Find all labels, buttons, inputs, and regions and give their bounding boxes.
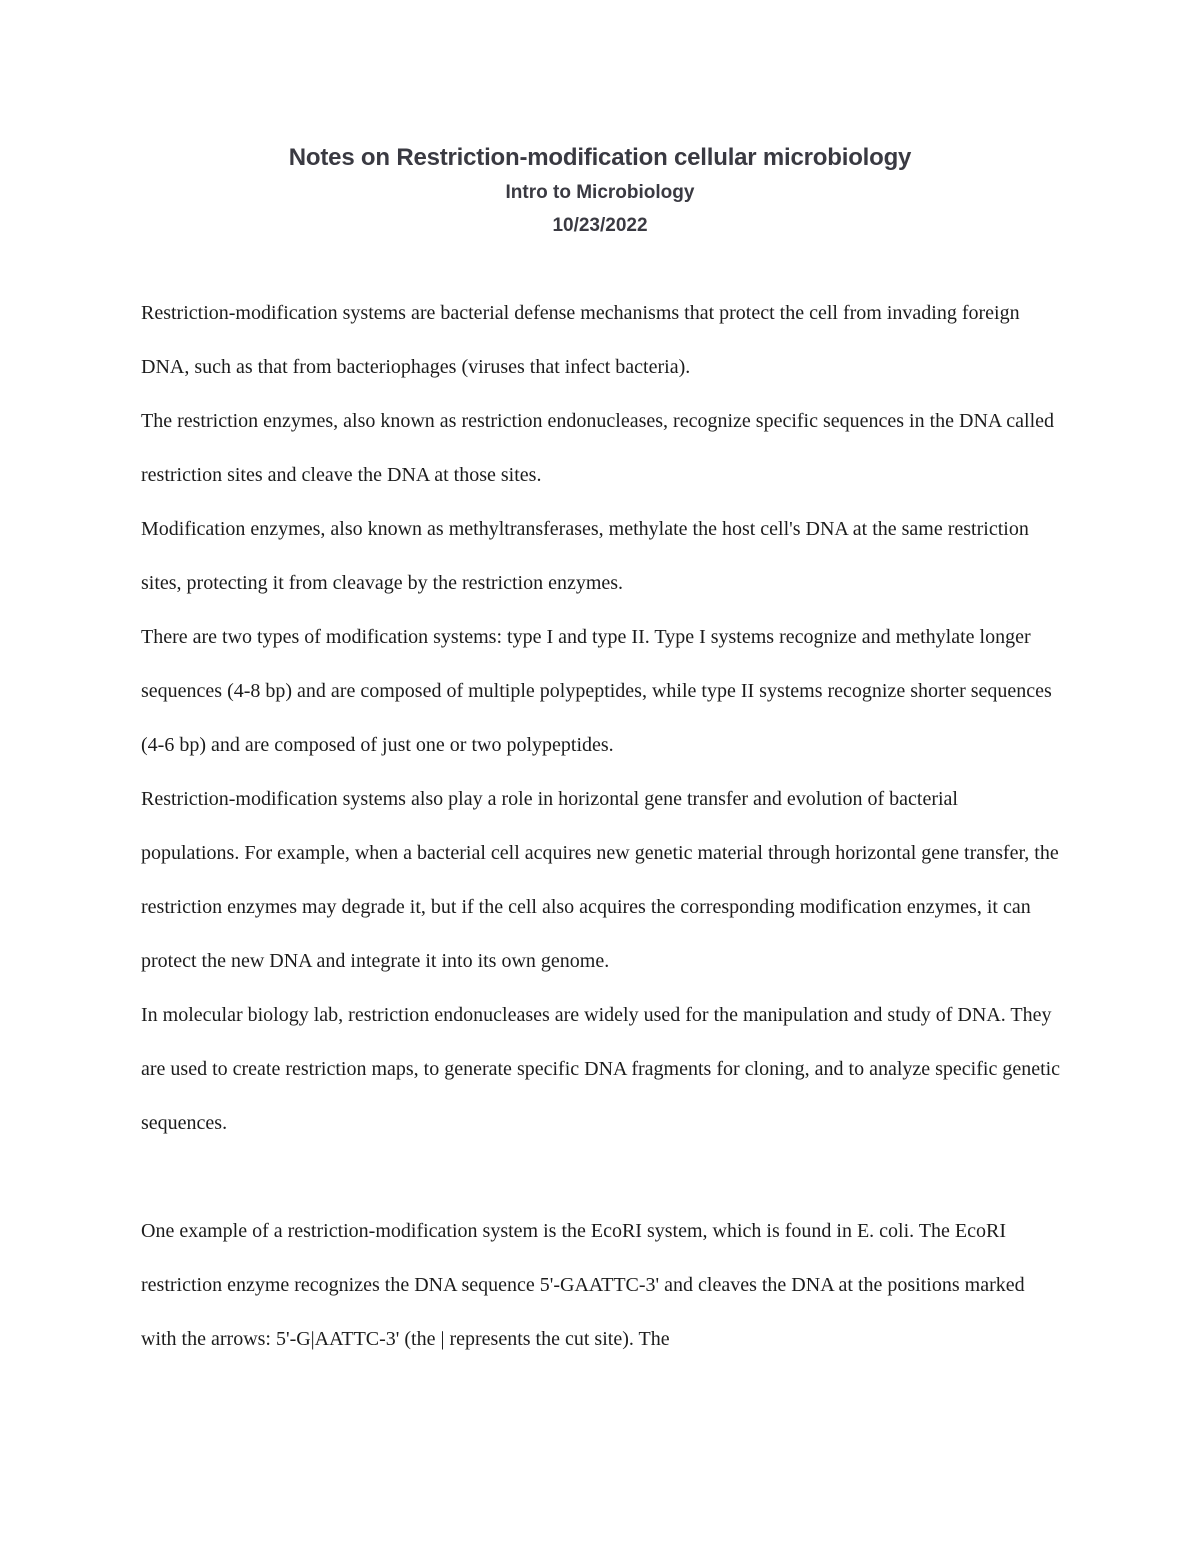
document-header xyxy=(0,140,1200,242)
paragraph-lab-uses: In molecular biology lab, restriction endonucleases are widely used for the manipulation and study of DNA. They are used to create restriction maps, to generate specific DNA fragments for cloning, and to analyze specific genetic sequences. xyxy=(141,1004,1061,1134)
paragraph-gene-transfer: Restriction-modification systems also play a role in horizontal gene transfer and evolution of bacterial populations. For example, when a bacterial cell acquires new genetic material through horizontal gene transfer, the restriction enzymes may degrade it, but if the cell also acquires the corresponding modification enzymes, it can protect the new DNA and integrate it into its own genome. xyxy=(141,788,1059,972)
document-title: Notes on Restriction-modification cellular microbiology xyxy=(288,144,912,171)
course-name: Intro to Microbiology xyxy=(505,182,695,203)
document-date: 10/23/2022 xyxy=(552,215,648,236)
paragraph-spacer xyxy=(141,1150,1061,1204)
paragraph-restriction-enzymes: The restriction enzymes, also known as restriction endonucleases, recognize specific sequences in the DNA called restriction sites and cleave the DNA at those sites. xyxy=(141,410,1055,486)
document-body xyxy=(141,286,1061,1366)
paragraph-ecori-example: One example of a restriction-modification system is the EcoRI system, which is found in E. coli. The EcoRI restriction enzyme recognizes the DNA sequence 5'-GAATTC-3' and cleaves the DNA at the positions marked with the arrows: 5'-G|AATTC-3' (the | represents the cut site). The xyxy=(141,1220,1025,1350)
paragraph-system-types: There are two types of modification systems: type I and type II. Type I systems recognize and methylate longer sequences (4-8 bp) and are composed of multiple polypeptides, while type II systems recognize shorter sequences (4-6 bp) and are composed of just one or two polypeptides. xyxy=(141,626,1052,756)
paragraph-modification-enzymes: Modification enzymes, also known as methyltransferases, methylate the host cell's DNA at the same restriction sites, protecting it from cleavage by the restriction enzymes. xyxy=(141,518,1029,594)
paragraph-rm-systems: Restriction-modification systems are bacterial defense mechanisms that protect the cell from invading foreign DNA, such as that from bacteriophages (viruses that infect bacteria). xyxy=(141,302,1020,378)
